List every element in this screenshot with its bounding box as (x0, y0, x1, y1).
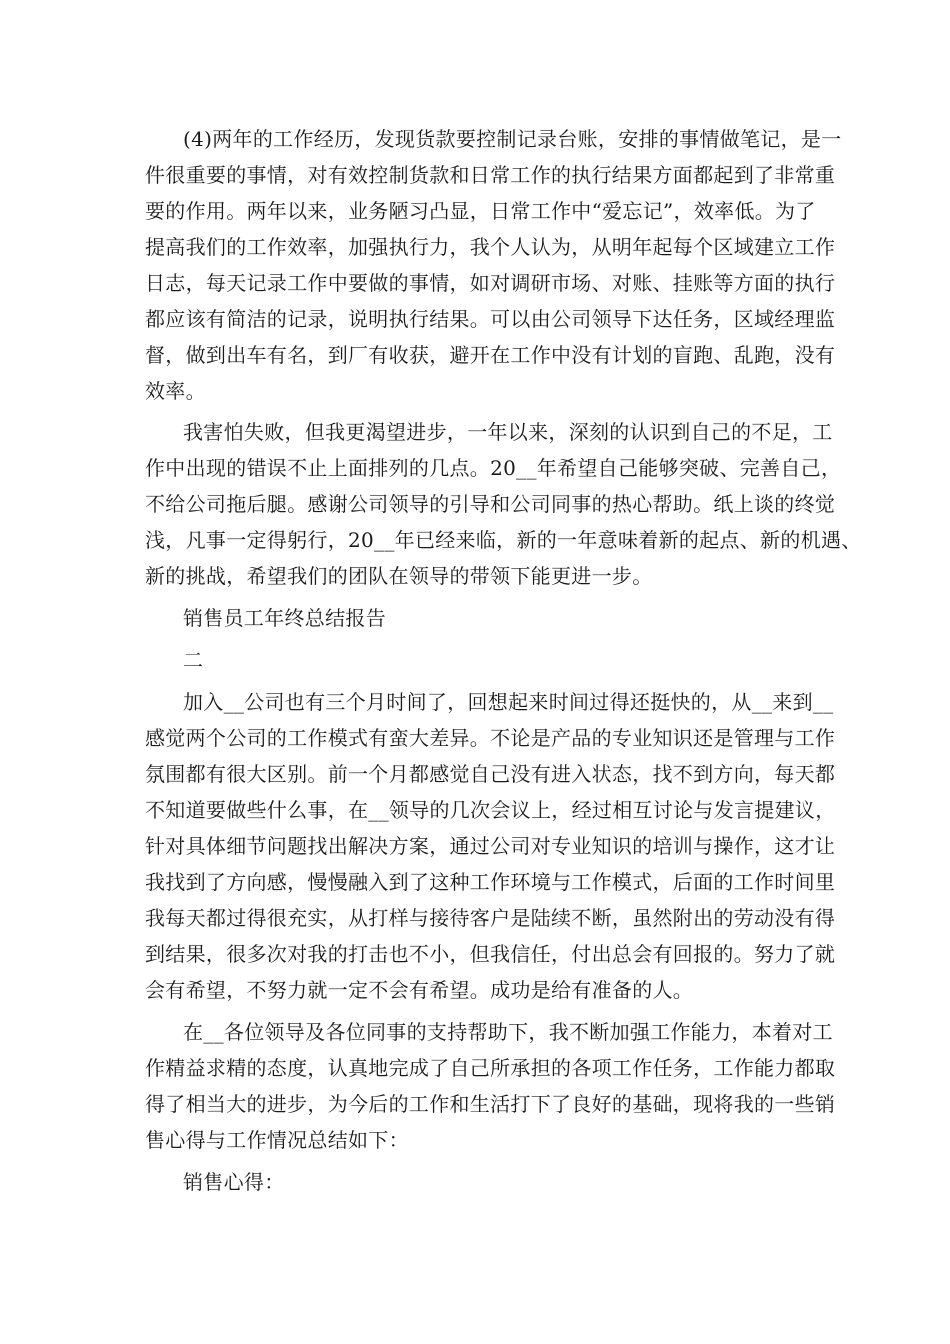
text-line: 不知道要做些什么事，在__领导的几次会议上，经过相互讨论与发言提建议， (145, 798, 836, 822)
text-line: 提高我们的工作效率，加强执行力，我个人认为，从明年起每个区域建立工作 (145, 235, 836, 259)
section-number: 二 (183, 648, 204, 672)
text-line: 作精益求精的态度，认真地完成了自己所承担的各项工作任务，工作能力都取 (145, 1056, 836, 1080)
text-line: 我找到了方向感，慢慢融入到了这种工作环境与工作模式，后面的工作时间里 (145, 870, 836, 894)
text-line: 作中出现的错误不止上面排列的几点。20__年希望自己能够突破、完善自己， (145, 456, 842, 480)
text-line: 感觉两个公司的工作模式有蛮大差异。不论是产品的专业知识还是管理与工作 (145, 726, 836, 750)
text-line: (4)两年的工作经历，发现货款要控制记录台账，安排的事情做笔记，是一 (183, 127, 842, 151)
text-line: 售心得与工作情况总结如下： (145, 1128, 409, 1152)
text-line: 在__各位领导及各位同事的支持帮助下，我不断加强工作能力，本着对工 (183, 1020, 833, 1044)
text-line: 会有希望，不努力就一定不会有希望。成功是给有准备的人。 (145, 978, 694, 1002)
text-line: 都应该有简洁的记录，说明执行结果。可以由公司领导下达任务，区域经理监 (145, 307, 836, 331)
text-line: 我每天都过得很充实，从打样与接待客户是陆续不断，虽然附出的劳动没有得 (145, 906, 836, 930)
text-line: 件很重要的事情，对有效控制货款和日常工作的执行结果方面都起到了非常重 (145, 163, 836, 187)
text-line: 氛围都有很大区别。前一个月都感觉自己没有进入状态，找不到方向，每天都 (145, 762, 836, 786)
text-line: 新的挑战，希望我们的团队在领导的带领下能更进一步。 (145, 564, 653, 588)
subheading: 销售心得： (183, 1170, 285, 1194)
text-line: 针对具体细节问题找出解决方案，通过公司对专业知识的培训与操作，这才让 (145, 834, 836, 858)
text-line: 日志，每天记录工作中要做的事情，如对调研市场、对账、挂账等方面的执行 (145, 271, 836, 295)
text-line: 不给公司拖后腿。感谢公司领导的引导和公司同事的热心帮助。纸上谈的终觉 (145, 492, 836, 516)
text-line: 效率。 (145, 379, 206, 403)
text-line: 到结果，很多次对我的打击也不小，但我信任，付出总会有回报的。努力了就 (145, 942, 836, 966)
text-line: 督，做到出车有名，到厂有收获，避开在工作中没有计划的盲跑、乱跑，没有 (145, 343, 836, 367)
text-line: 加入__公司也有三个月时间了，回想起来时间过得还挺快的，从__来到__ (183, 690, 834, 714)
text-line: 浅，凡事一定得躬行，20__年已经来临，新的一年意味着新的起点、新的机遇、 (145, 528, 862, 552)
text-line: 我害怕失败，但我更渴望进步，一年以来，深刻的认识到自己的不足，工 (183, 420, 833, 444)
text-line: 要的作用。两年以来，业务陋习凸显，日常工作中“爱忘记”，效率低。为了 (145, 199, 816, 223)
text-line: 得了相当大的进步，为今后的工作和生活打下了良好的基础，现将我的一些销 (145, 1092, 836, 1116)
section-title: 销售员工年终总结报告 (183, 606, 386, 630)
